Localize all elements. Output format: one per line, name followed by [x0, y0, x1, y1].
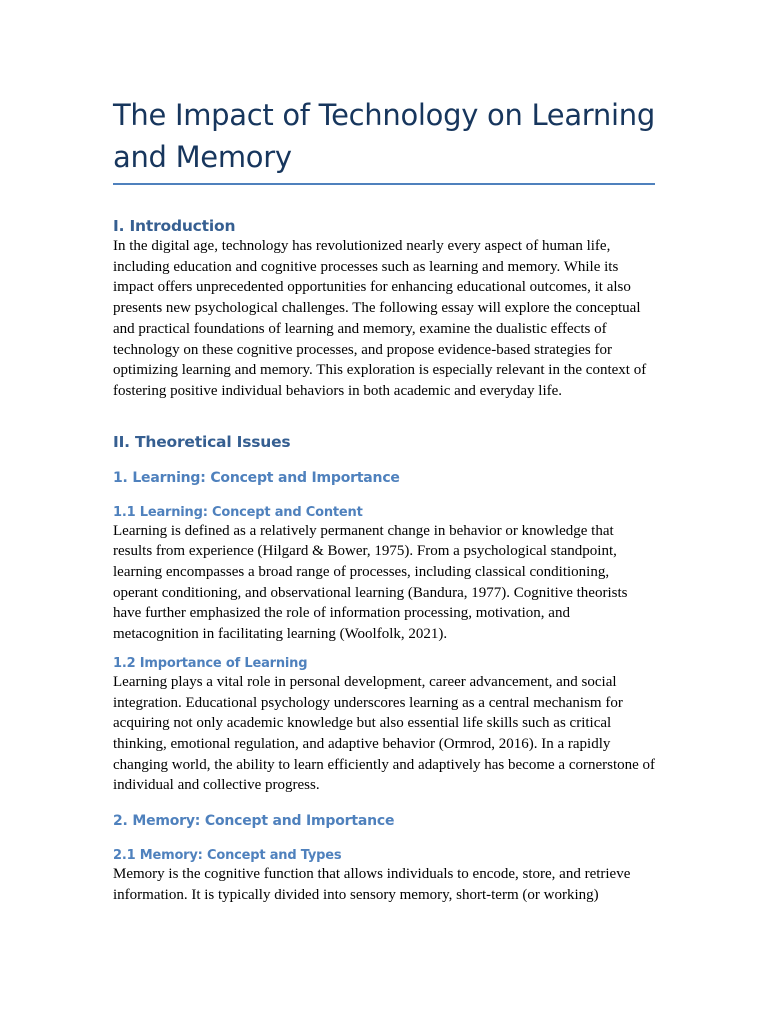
section-heading-theoretical-issues: II. Theoretical Issues	[113, 432, 291, 451]
title-underline	[113, 183, 655, 185]
subsubsection-heading-memory-concept: 2.1 Memory: Concept and Types	[113, 848, 342, 864]
learning-concept-paragraph: Learning is defined as a relatively permanent change in behavior or knowledge that results from experience (Hilgard & Bower, 1975). From a psychological standpoint, learning encompasses a broad range of processes, including classical conditioning, operant conditioning, and observational learning (Bandura, 1977). Cognitive theorists have further emphasized the role of information processing, motivation, and metacognition in facilitating learning (Woolfolk, 2021).	[113, 522, 628, 643]
subsection-heading-memory: 2. Memory: Concept and Importance	[113, 813, 395, 830]
subsubsection-heading-learning-importance: 1.2 Importance of Learning	[113, 655, 308, 671]
subsection-heading-learning: 1. Learning: Concept and Importance	[113, 469, 400, 486]
document-title: The Impact of Technology on Learning and Memory	[113, 98, 655, 174]
memory-concept-paragraph: Memory is the cognitive function that allows individuals to encode, store, and retrieve information. It is typically divided into sensory memory, short-term (or working)	[113, 866, 631, 903]
subsubsection-heading-learning-concept: 1.1 Learning: Concept and Content	[113, 504, 363, 520]
section-heading-introduction: I. Introduction	[113, 217, 236, 235]
introduction-paragraph: In the digital age, technology has revolutionized nearly every aspect of human life, including education and cognitive processes such as learning and memory. While its impact offers unprecedented opportunities for enhancing educational outcomes, it also presents new psychological challenges. The following essay will explore the conceptual and practical foundations of learning and memory, examine the dualistic effects of technology on these cognitive processes, and propose evidence-based strategies for optimizing learning and memory. This exploration is especially relevant in the context of fostering positive individual behaviors in both academic and everyday life.	[113, 238, 647, 399]
learning-importance-paragraph: Learning plays a vital role in personal development, career advancement, and social integration. Educational psychology underscores learning as a central mechanism for acquiring not only academic knowledge but also essential life skills such as critical thinking, emotional regulation, and adaptive behavior (Ormrod, 2016). In a rapidly changing world, the ability to learn efficiently and adaptively has become a cornerstone of individual and collective progress.	[113, 673, 656, 794]
document-page	[113, 94, 656, 905]
